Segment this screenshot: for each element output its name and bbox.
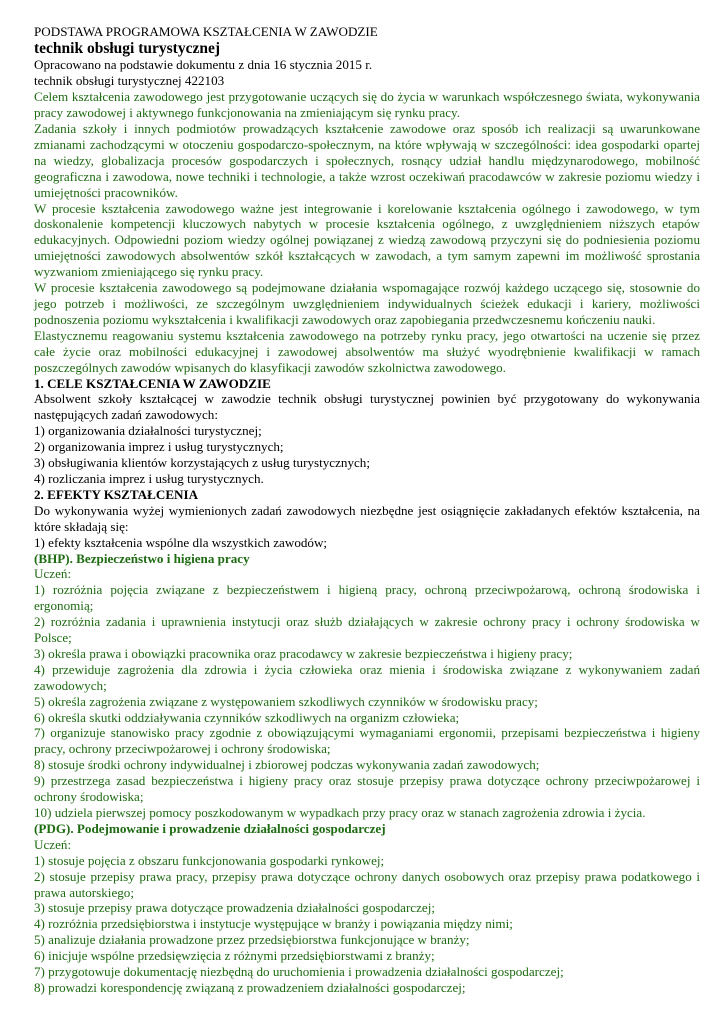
intro-paragraph: Elastycznemu reagowaniu systemu kształcenia zawodowego na potrzeby rynku pracy, jego otwartości na uczenie się przez całe życie oraz mobilności edukacyjnej i zawodowej absolwentów ma służyć wyodrębnienie kwalifikacji w ramach poszczególnych zawodów wpisanych do klasyfikacji zawodów szkolnictwa zawodowego. bbox=[34, 327, 700, 375]
intro-paragraph: Celem kształcenia zawodowego jest przygotowanie uczących się do życia w warunkach współczesnego świata, wykonywania pracy zawodowej i aktywnego funkcjonowania na zmieniającym się rynku pracy. bbox=[34, 89, 700, 121]
bhp-item: 3) określa prawa i obowiązki pracownika oraz pracodawcy w zakresie bezpieczeństwa i higieny pracy; bbox=[34, 645, 573, 661]
task-item: 1) organizowania działalności turystycznej; bbox=[34, 423, 262, 439]
section-heading: 2. EFEKTY KSZTAŁCENIA bbox=[34, 486, 199, 502]
section-heading: 1. CELE KSZTAŁCENIA W ZAWODZIE bbox=[34, 375, 271, 391]
bhp-item: 1) rozróżnia pojęcia związane z bezpieczeństwem i higieną pracy, ochroną przeciwpożarową, ochroną środowiska i ergonomią; bbox=[34, 582, 700, 614]
intro-paragraph: Zadania szkoły i innych podmiotów prowadzących kształcenie zawodowe oraz sposób ich realizacji są uwarunkowane zmianami zachodzącymi w otoczeniu gospodarczo-społecznym, na które wpływają w szczególności: idea gospodarki opartej na wiedzy, globalizacja procesów gospodarczych i społecznych, rosnący udział handlu międzynarodowego, mobilność geograficzna i zawodowa, nowe techniki i technologie, a także wzrost oczekiwań pracodawców w zakresie poziomu wiedzy i umiejętności pracowników. bbox=[34, 121, 700, 200]
bhp-item: 9) przestrzega zasad bezpieczeństwa i higieny pracy oraz stosuje przepisy prawa dotyczące ochrony przeciwpożarowej i ochrony środowiska; bbox=[34, 773, 700, 805]
bhp-item: 10) udziela pierwszej pomocy poszkodowanym w wypadkach przy pracy oraz w stanach zagrożenia zdrowia i życia. bbox=[34, 805, 646, 820]
pdg-item: 3) stosuje przepisy prawa dotyczące prowadzenia działalności gospodarczej; bbox=[34, 900, 436, 916]
student-label: Uczeń: bbox=[34, 836, 72, 852]
student-label: Uczeń: bbox=[34, 566, 72, 582]
pdg-item: 4) rozróżnia przedsiębiorstwa i instytucje występujące w branży i powiązania między nimi; bbox=[34, 916, 513, 932]
profession-code: technik obsługi turystycznej 422103 bbox=[34, 73, 225, 89]
profession-name: technik obsługi turystycznej bbox=[34, 39, 220, 57]
pdg-item: 6) inicjuje wspólne przedsięwzięcia z różnymi przedsiębiorstwami z branży; bbox=[34, 948, 435, 964]
bhp-item: 7) organizuje stanowisko pracy zgodnie z obowiązującymi wymaganiami ergonomii, przepisami bezpieczeństwa i higieny pracy, ochrony przeciwpożarowej i ochrony środowiska; bbox=[34, 725, 700, 757]
pdg-item: 7) przygotowuje dokumentację niezbędną do uruchomienia i prowadzenia działalności gospodarczej; bbox=[34, 964, 564, 980]
source-note: Opracowano na podstawie dokumentu z dnia 16 stycznia 2015 r. bbox=[34, 57, 373, 73]
document-title: PODSTAWA PROGRAMOWA KSZTAŁCENIA W ZAWODZIE bbox=[34, 24, 378, 39]
document-page bbox=[34, 24, 700, 996]
bhp-item: 8) stosuje środki ochrony indywidualnej i zbiorowej podczas wykonywania zadań zawodowych; bbox=[34, 757, 540, 773]
bhp-item: 6) określa skutki oddziaływania czynników szkodliwych na organizm człowieka; bbox=[34, 709, 460, 725]
pdg-item: 1) stosuje pojęcia z obszaru funkcjonowania gospodarki rynkowej; bbox=[34, 852, 385, 868]
pdg-heading: (PDG). Podejmowanie i prowadzenie działalności gospodarczej bbox=[34, 820, 386, 836]
bhp-heading: (BHP). Bezpieczeństwo i higiena pracy bbox=[34, 550, 250, 566]
bhp-item: 2) rozróżnia zadania i uprawnienia instytucji oraz służb działających w zakresie ochrony pracy i ochrony środowiska w Polsce; bbox=[34, 614, 700, 646]
bhp-item: 4) przewiduje zagrożenia dla zdrowia i życia człowieka oraz mienia i środowiska związane z wykonywaniem zadań zawodowych; bbox=[34, 661, 700, 693]
task-item: 3) obsługiwania klientów korzystających z usług turystycznych; bbox=[34, 455, 370, 471]
bhp-item: 5) określa zagrożenia związane z występowaniem szkodliwych czynników w środowisku pracy; bbox=[34, 693, 538, 709]
pdg-item: 8) prowadzi korespondencję związaną z prowadzeniem działalności gospodarczej; bbox=[34, 979, 466, 995]
pdg-item: 2) stosuje przepisy prawa pracy, przepisy prawa dotyczące ochrony danych osobowych oraz przepisy prawa podatkowego i prawa autorskiego; bbox=[34, 868, 700, 900]
task-item: 4) rozliczania imprez i usług turystycznych. bbox=[34, 470, 264, 486]
intro-paragraph: W procesie kształcenia zawodowego ważne jest integrowanie i korelowanie kształcenia ogólnego i zawodowego, w tym doskonalenie kompetencji kluczowych nabytych w procesie kształcenia ogólnego, z uwzględnieniem niższych etapów edukacyjnych. Odpowiedni poziom wiedzy ogólnej powiązanej z wiedzą zawodową przyczyni się do podniesienia poziomu umiejętności zawodowych absolwentów szkół kształcących w zawodach, a tym samym zapewni im możliwość sprostania wyzwaniom zmieniającego się rynku pracy. bbox=[34, 200, 700, 280]
intro-paragraph: W procesie kształcenia zawodowego są podejmowane działania wspomagające rozwój każdego uczącego się, stosownie do jego potrzeb i możliwości, ze szczególnym uwzględnieniem indywidualnych ścieżek edukacji i kariery, możliwości podnoszenia poziomu wykształcenia i kwalifikacji zawodowych oraz zapobiegania przedwczesnemu kończeniu nauki. bbox=[34, 280, 700, 327]
effects-item: 1) efekty kształcenia wspólne dla wszystkich zawodów; bbox=[34, 534, 328, 550]
section-lead: Do wykonywania wyżej wymienionych zadań zawodowych niezbędne jest osiągnięcie zakładanych efektów kształcenia, na które składają się: bbox=[34, 502, 700, 534]
task-item: 2) organizowania imprez i usług turystycznych; bbox=[34, 439, 284, 455]
pdg-item: 5) analizuje działania prowadzone przez przedsiębiorstwa funkcjonujące w branży; bbox=[34, 932, 470, 948]
section-lead: Absolwent szkoły kształcącej w zawodzie technik obsługi turystycznej powinien być przygotowany do wykonywania następujących zadań zawodowych: bbox=[34, 391, 700, 423]
